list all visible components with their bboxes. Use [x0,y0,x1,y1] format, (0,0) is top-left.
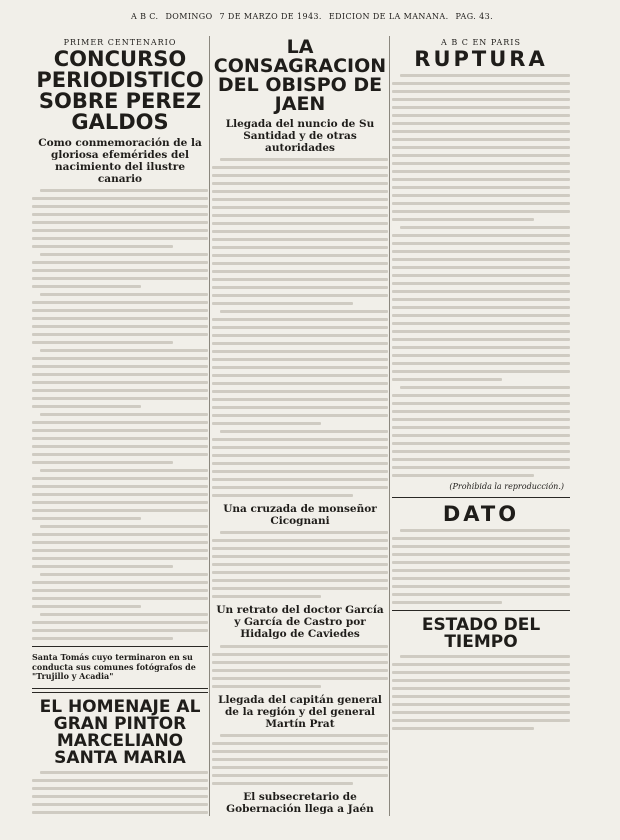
text-line [40,573,208,576]
text-line [32,493,208,496]
text-line [212,166,388,169]
header-publication: A B C. [130,12,159,21]
text-line [392,258,570,261]
text-line [32,629,208,632]
text-line [392,154,570,157]
article-body [392,74,570,477]
text-line [392,354,570,357]
text-line [392,90,570,93]
text-line [392,394,570,397]
text-line [392,418,570,421]
text-line [392,114,570,117]
text-line [32,445,208,448]
text-line [212,446,388,449]
article-body [212,531,388,598]
text-line [392,186,570,189]
text-line [212,374,388,377]
text-line [392,218,534,221]
text-line [392,306,570,309]
text-line [220,430,388,433]
column-right [392,36,570,816]
text-line [32,365,208,368]
text-line [392,561,570,564]
text-line [212,286,388,289]
text-line [32,453,208,456]
text-line [32,245,173,248]
text-line [32,509,208,512]
text-line [32,317,208,320]
text-line [392,138,570,141]
text-line [32,637,173,640]
text-line [392,170,570,173]
text-line [212,174,388,177]
text-line [212,326,388,329]
text-line [212,390,388,393]
text-line [212,478,388,481]
text-line [32,533,208,536]
text-line [32,325,208,328]
text-line [392,106,570,109]
text-line [392,434,570,437]
text-line [212,350,388,353]
section-kicker: A B C EN PARIS [441,38,521,47]
article-body [32,189,208,640]
text-line [32,621,208,624]
text-line [392,346,570,349]
text-line [32,779,208,782]
text-line [212,462,388,465]
text-line [40,253,208,256]
text-line [40,525,208,528]
text-line [40,349,208,352]
text-line [32,341,173,344]
text-line [392,727,534,730]
text-line [212,774,388,777]
text-line [392,266,570,269]
text-line [212,685,321,688]
article-headline: CONCURSO PERIODISTICO SOBRE PEREZ GALDOS [36,47,204,134]
text-line [212,238,388,241]
text-line [212,198,388,201]
text-line [392,378,502,381]
text-line [392,679,570,682]
text-line [32,605,141,608]
text-line [392,250,570,253]
text-line [392,370,570,373]
text-line [32,461,173,464]
text-line [392,426,570,429]
text-line [32,597,208,600]
text-line [212,470,388,473]
text-line [32,301,208,304]
text-line [212,579,388,582]
text-line [32,229,208,232]
text-line [392,474,534,477]
text-line [32,405,141,408]
text-line [392,577,570,580]
article-headline: LA CONSAGRACION DEL OBISPO DE JAEN [213,36,387,115]
text-line [212,742,388,745]
text-line [392,146,570,149]
text-line [392,545,570,548]
text-line [212,398,388,401]
text-line [392,601,502,604]
text-line [400,386,570,389]
text-line [212,342,388,345]
text-line [212,595,321,598]
text-line [32,221,208,224]
text-line [392,671,570,674]
text-line [212,254,388,257]
text-line [392,234,570,237]
column-middle [212,36,388,816]
section-rule [32,688,208,693]
article-subheading: Una cruzada de monseñor Cicognani [223,503,377,528]
text-line [212,190,388,193]
text-line [392,719,570,722]
text-line [212,653,388,656]
text-line [212,661,388,664]
text-line [32,477,208,480]
text-line [212,294,388,297]
text-line [392,569,570,572]
article-body [32,771,208,816]
text-line [212,182,388,185]
text-line [32,421,208,424]
text-line [212,222,388,225]
text-line [32,787,208,790]
text-line [212,246,388,249]
text-line [400,529,570,532]
text-line [392,458,570,461]
text-line [392,695,570,698]
text-line [212,571,388,574]
reproduction-notice: (Prohibida la reproducción.) [449,482,564,491]
text-line [392,663,570,666]
article-headline: EL HOMENAJE AL GRAN PINTOR MARCELIANO SANTA MARIA [39,697,201,769]
text-line [32,357,208,360]
text-line [212,206,388,209]
text-line [32,803,208,806]
text-line [212,414,388,417]
text-line [32,213,208,216]
text-line [212,454,388,457]
text-line [32,205,208,208]
article-body [212,158,388,497]
text-line [32,437,208,440]
text-line [32,197,208,200]
text-line [212,677,388,680]
text-line [32,501,208,504]
text-line [392,162,570,165]
text-line [32,811,208,814]
text-line [392,593,570,596]
text-line [32,381,208,384]
text-line [212,278,388,281]
text-line [212,422,321,425]
header-edition: EDICION DE LA MAÑANA. [328,12,449,21]
text-line [32,541,208,544]
text-line [392,202,570,205]
text-line [220,531,388,534]
text-line [40,613,208,616]
text-line [392,210,570,213]
article-headline: ESTADO DEL TIEMPO [421,615,541,652]
article-subheading: Llegada del capitán general de la región y del general Martín Prat [218,693,382,730]
text-line [400,226,570,229]
text-line [212,563,388,566]
text-line [212,406,388,409]
text-line [212,230,388,233]
header-page-number: PAG. 43. [455,12,494,21]
text-line [40,189,208,192]
article-body [212,645,388,688]
text-line [32,333,208,336]
text-line [212,669,388,672]
text-line [220,310,388,313]
section-kicker: PRIMER CENTENARIO [63,38,177,47]
text-line [32,557,208,560]
text-line [212,270,388,273]
text-line [212,750,388,753]
text-line [212,494,353,497]
page-header [32,12,592,28]
article-body [212,734,388,785]
text-line [32,285,141,288]
text-line [32,517,141,520]
text-line [392,242,570,245]
text-line [40,413,208,416]
text-line [32,309,208,312]
text-line [392,130,570,133]
text-line [212,334,388,337]
text-line [392,122,570,125]
text-line [212,302,353,305]
text-line [212,587,388,590]
section-rule [392,497,570,498]
text-line [32,237,208,240]
text-line [212,358,388,361]
text-line [212,214,388,217]
article-deck: Llegada del nuncio de Su Santidad y de otras autoridades [225,118,375,155]
text-line [212,547,388,550]
text-line [392,553,570,556]
text-line [32,277,208,280]
section-rule [32,646,208,647]
text-line [32,485,208,488]
text-line [32,565,173,568]
text-line [392,290,570,293]
article-headline: DATO [442,502,520,526]
text-line [32,397,208,400]
column-divider [389,36,390,816]
text-line [392,585,570,588]
article-body [392,655,570,730]
text-line [400,655,570,658]
text-line [392,442,570,445]
text-line [220,734,388,737]
text-line [392,274,570,277]
header-weekday: DOMINGO [165,12,213,21]
text-line [392,402,570,405]
text-line [392,98,570,101]
text-line [400,74,570,77]
text-line [392,338,570,341]
text-line [220,158,388,161]
text-line [212,766,388,769]
text-line [392,711,570,714]
text-line [212,782,353,785]
article-body [392,529,570,604]
text-line [392,314,570,317]
article-subheading: Un retrato del doctor García y García de Castro por Hidalgo de Caviedes [216,604,384,641]
section-rule [392,610,570,611]
text-line [392,82,570,85]
text-line [40,293,208,296]
text-line [392,282,570,285]
text-line [32,795,208,798]
text-line [32,373,208,376]
photo-caption: Santa Tomás cuyo terminaron en su conducta sus comunes fotógrafos de "Trujillo y Acadia" [32,652,196,682]
text-line [392,362,570,365]
text-line [32,589,208,592]
text-line [392,178,570,181]
text-line [32,549,208,552]
column-left [32,36,208,816]
text-line [212,438,388,441]
article-deck: Como conmemoración de la gloriosa efemérides del nacimiento del ilustre canario [38,137,202,186]
text-line [392,410,570,413]
text-line [392,687,570,690]
text-line [212,262,388,265]
text-line [40,771,208,774]
text-line [212,539,388,542]
text-line [212,366,388,369]
text-line [32,581,208,584]
article-subheading: El subsecretario de Gobernación llega a Jaén [226,790,374,815]
text-line [32,429,208,432]
text-line [212,758,388,761]
text-line [32,261,208,264]
text-line [392,466,570,469]
text-line [392,703,570,706]
header-date: 7 DE MARZO DE 1943. [219,12,322,21]
text-line [392,194,570,197]
column-divider [209,36,210,816]
text-line [212,382,388,385]
text-line [392,450,570,453]
article-headline: RUPTURA [414,47,548,71]
text-line [32,269,208,272]
text-line [212,555,388,558]
text-line [32,389,208,392]
text-line [392,322,570,325]
text-line [392,537,570,540]
text-line [40,469,208,472]
text-line [392,330,570,333]
text-line [212,318,388,321]
text-line [220,645,388,648]
text-line [392,298,570,301]
text-line [212,486,388,489]
